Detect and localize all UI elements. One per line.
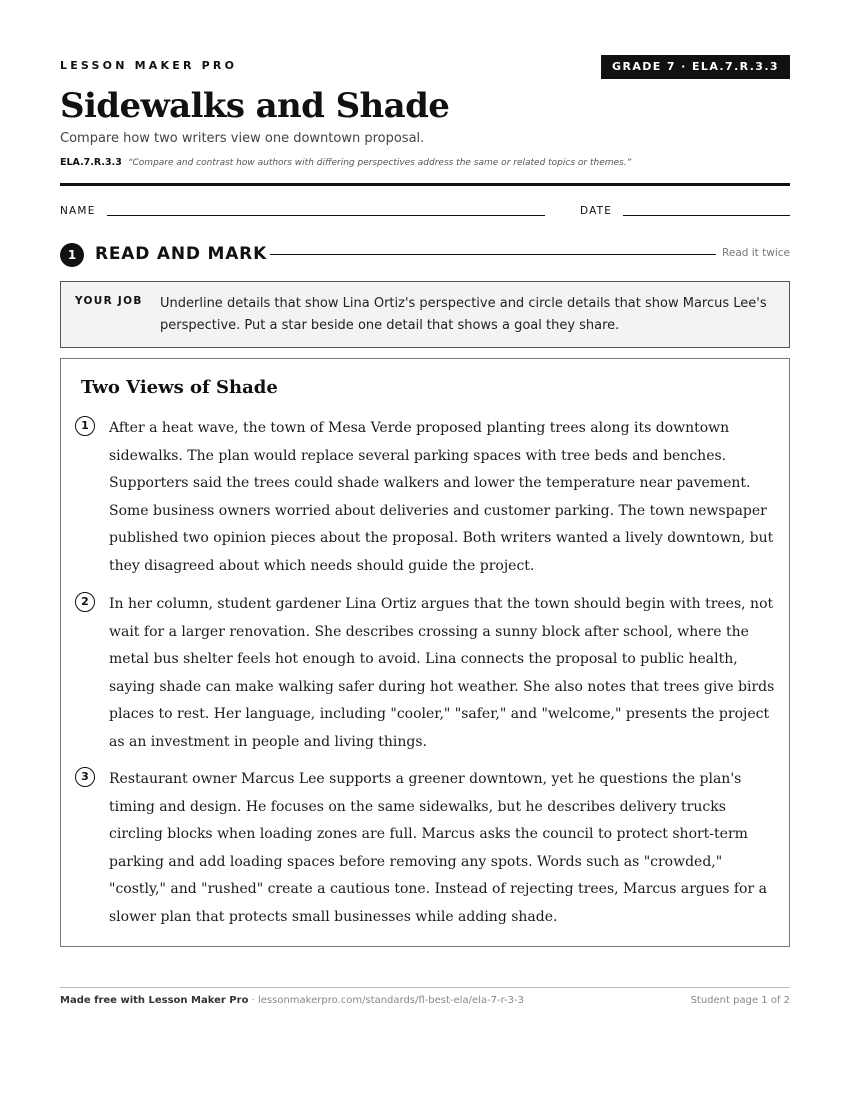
section-title: READ AND MARK xyxy=(95,244,268,264)
header-divider xyxy=(60,183,790,186)
passage-title: Two Views of Shade xyxy=(81,377,278,398)
job-instructions-box xyxy=(60,281,790,348)
page-subtitle: Compare how two writers view one downtown proposal. xyxy=(60,131,425,146)
page-footer xyxy=(60,995,790,1009)
name-field[interactable] xyxy=(107,215,545,216)
paragraph-text: After a heat wave, the town of Mesa Verde proposed planting trees along its downtown sidewalks. The plan would replace several parking spaces with tree beds and benches. Supporters said the trees could shade walkers and lower the temperature near pavement. Some business owners worried about deliveries and customer parking. The town newspaper published two opinion pieces about the proposal. Both writers wanted a lively downtown, but they disagreed about which needs should guide the project. xyxy=(109,420,774,574)
grade-badge: GRADE 7 · ELA.7.R.3.3 xyxy=(601,55,790,79)
brand-name: LESSON MAKER PRO xyxy=(60,59,238,72)
date-label: DATE xyxy=(580,205,613,217)
section-header xyxy=(60,243,790,267)
footer-page-info: Student page 1 of 2 xyxy=(690,995,790,1006)
footer-url[interactable]: lessonmakerpro.com/standards/fl-best-ela/ela-7-r-3-3 xyxy=(257,995,525,1006)
standard-code: ELA.7.R.3.3 xyxy=(60,157,122,168)
section-number-badge: 1 xyxy=(60,243,84,267)
job-text: Underline details that show Lina Ortiz's perspective and circle details that show Marcus Lee's perspective. Put a star beside one detail that shows a goal they share. xyxy=(160,296,767,333)
brand-row xyxy=(60,55,790,79)
paragraph-number: 2 xyxy=(75,592,95,612)
paragraph-text: In her column, student gardener Lina Ortiz argues that the town should begin with trees, not wait for a larger renovation. She describes crossing a sunny block after school, where the metal bus shelter feels hot enough to avoid. Lina connects the proposal to public health, saying shade can make walking safer during hot weather. She also notes that trees give birds places to rest. Her language, including "cooler," "safer," and "welcome," presents the project as an investment in people and living things. xyxy=(109,596,775,750)
footer-divider xyxy=(60,987,790,988)
footer-separator: · xyxy=(248,995,258,1006)
paragraph-number: 3 xyxy=(75,767,95,787)
paragraph-text: Restaurant owner Marcus Lee supports a greener downtown, yet he questions the plan's timing and design. He focuses on the same sidewalks, but he describes delivery trucks circling blocks when loading zones are full. Marcus asks the council to protect short-term parking and add loading spaces before removing any spots. Words such as "crowded," "costly," and "rushed" create a cautious tone. Instead of rejecting trees, Marcus argues for a slower plan that protects small businesses while adding shade. xyxy=(109,771,767,925)
name-date-row xyxy=(60,204,790,220)
reading-passage xyxy=(60,358,790,947)
date-field[interactable] xyxy=(623,215,790,216)
name-label: NAME xyxy=(60,205,96,217)
standard-line xyxy=(60,157,790,168)
footer-made-with: Made free with Lesson Maker Pro xyxy=(60,995,249,1006)
page-title: Sidewalks and Shade xyxy=(60,86,450,126)
section-note: Read it twice xyxy=(722,247,790,259)
standard-description: “Compare and contrast how authors with differing perspectives address the same or related topics or themes.” xyxy=(127,158,632,168)
section-rule xyxy=(270,254,716,255)
job-label: YOUR JOB xyxy=(75,295,143,307)
paragraph-number: 1 xyxy=(75,416,95,436)
